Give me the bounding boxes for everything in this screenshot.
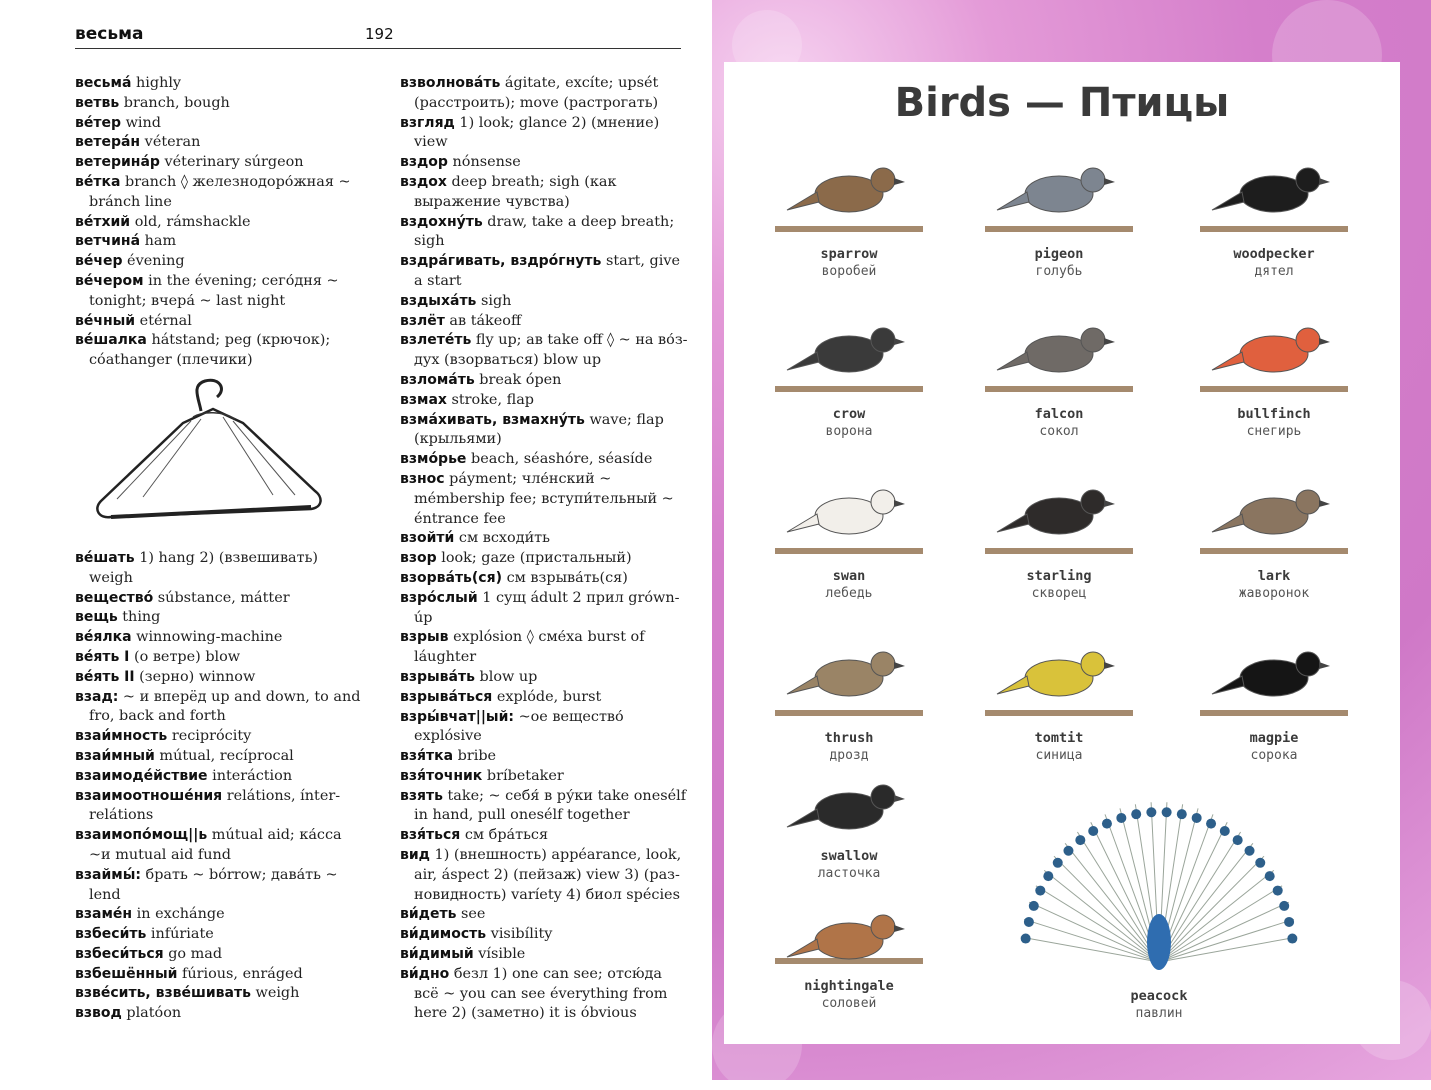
entry-translation: go mad bbox=[163, 945, 223, 962]
entry-headword: вид bbox=[400, 847, 430, 864]
dictionary-entry bbox=[400, 252, 690, 292]
entry-headword: взве́сить, взве́шивать bbox=[75, 985, 251, 1002]
bird-name-en: lark bbox=[1257, 568, 1291, 584]
dictionary-entry bbox=[75, 767, 365, 787]
nightingale-icon bbox=[769, 902, 929, 972]
dictionary-entry bbox=[75, 94, 365, 114]
entry-translation: see bbox=[456, 906, 486, 923]
peacock-icon bbox=[1009, 792, 1309, 982]
entry-translation: infúriate bbox=[146, 926, 214, 943]
entry-headword: ви́деть bbox=[400, 906, 457, 923]
entry-translation: páyment; чле́нский ~ mémbership fee; вступи́тельный ~ éntrance fee bbox=[414, 470, 674, 527]
left-page bbox=[0, 0, 712, 1080]
entry-headword: взволнова́ть bbox=[400, 75, 501, 91]
entry-translation: break ópen bbox=[474, 371, 562, 388]
pigeon-icon bbox=[979, 140, 1139, 240]
dictionary-entry bbox=[75, 648, 365, 668]
dictionary-entry bbox=[75, 668, 365, 688]
magpie-icon bbox=[1194, 624, 1354, 724]
entry-translation: old, rámshackle bbox=[130, 213, 251, 230]
bird-name-ru: воробей bbox=[821, 264, 877, 279]
dictionary-entry bbox=[400, 173, 690, 213]
dictionary-entry bbox=[75, 945, 365, 965]
dictionary-entry bbox=[400, 826, 690, 846]
entry-translation: ágitate, excíte; upsét (расстроить); move (растрогать) bbox=[414, 75, 659, 111]
bird-name-ru: скворец bbox=[1031, 586, 1087, 601]
entries-group-a bbox=[75, 74, 365, 371]
entry-headword: вздохну́ть bbox=[400, 213, 483, 230]
bird-name-ru: лебедь bbox=[825, 586, 873, 601]
bird-name-en: sparrow bbox=[820, 246, 878, 262]
dictionary-entry bbox=[400, 965, 690, 1024]
dictionary-entry bbox=[400, 153, 690, 173]
bird-name-ru: сокол bbox=[1039, 424, 1079, 439]
bird-card-nightingale bbox=[759, 902, 939, 1011]
entry-translation: highly bbox=[131, 75, 182, 91]
dictionary-entry bbox=[75, 787, 365, 827]
dictionary-entry bbox=[400, 74, 690, 114]
entry-headword: взаме́н bbox=[75, 906, 133, 923]
entry-headword: ве́чный bbox=[75, 312, 136, 329]
bird-name-en: falcon bbox=[1034, 406, 1084, 422]
dictionary-entry bbox=[400, 213, 690, 253]
tomtit-icon bbox=[979, 624, 1139, 724]
entry-translation: branch, bough bbox=[119, 94, 230, 111]
entry-headword: взнос bbox=[400, 470, 445, 487]
entry-translation: ав tákeoff bbox=[444, 312, 522, 329]
entry-translation: stroke, flap bbox=[446, 391, 534, 408]
entry-headword: ве́тхий bbox=[75, 213, 131, 230]
entry-translation: thing bbox=[117, 609, 161, 626]
entry-translation: súbstance, mátter bbox=[153, 589, 290, 606]
dictionary-entry bbox=[75, 213, 365, 233]
dictionary-entry bbox=[75, 727, 365, 747]
entry-headword: взойти́ bbox=[400, 530, 455, 547]
entry-headword: взмах bbox=[400, 391, 447, 408]
entry-translation: platóon bbox=[121, 1005, 182, 1022]
entry-translation: 1) look; glance 2) (мнение) view bbox=[414, 114, 660, 151]
swallow-icon bbox=[769, 772, 929, 842]
bird-name-en: woodpecker bbox=[1233, 246, 1315, 262]
entry-translation: branch ◊ железнодоро́жная ~ bránch line bbox=[89, 173, 351, 210]
dictionary-entry bbox=[400, 767, 690, 787]
dictionary-entry bbox=[75, 272, 365, 312]
entry-translation: relátions, ínter-relátions bbox=[89, 787, 341, 824]
entry-headword: взрыва́ться bbox=[400, 688, 493, 705]
entry-translation: 1) (внешность) appéarance, look, air, áspect 2) (пейзаж) view 3) (раз-новидность) varíety 4) биол spécies bbox=[414, 847, 682, 903]
bird-card-pigeon bbox=[969, 140, 1149, 279]
bird-name-ru: дятел bbox=[1254, 264, 1294, 279]
dictionary-entry bbox=[400, 589, 690, 629]
bird-card-bullfinch bbox=[1184, 300, 1364, 439]
dictionary-entry bbox=[400, 529, 690, 549]
running-head bbox=[75, 22, 681, 49]
bird-name-en: swan bbox=[832, 568, 866, 584]
bird-name-ru: павлин bbox=[1135, 1006, 1183, 1021]
entry-translation: in exchánge bbox=[132, 906, 225, 923]
dictionary-entry bbox=[75, 628, 365, 648]
entry-headword: ве́ять I bbox=[75, 648, 130, 665]
bird-name-en: thrush bbox=[824, 730, 874, 746]
entry-translation: bribe bbox=[453, 748, 497, 765]
entry-headword: вздор bbox=[400, 154, 448, 171]
dictionary-entry bbox=[75, 74, 365, 94]
dictionary-entry bbox=[400, 688, 690, 708]
dictionary-entry bbox=[75, 312, 365, 332]
entry-headword: взад: bbox=[75, 688, 119, 705]
entry-translation: hátstand; peg (крючок); cóathanger (плечики) bbox=[89, 332, 331, 369]
dictionary-entry bbox=[75, 925, 365, 945]
entry-headword: вещество́ bbox=[75, 589, 154, 606]
entry-translation: reciprócity bbox=[167, 728, 252, 745]
entry-translation: fly up; ав take off ◊ ~ на во́з-дух (взорваться) blow up bbox=[414, 332, 688, 369]
lark-icon bbox=[1194, 462, 1354, 562]
entry-headword: вздра́гивать, вздро́гнуть bbox=[400, 253, 602, 270]
entry-headword: вздыха́ть bbox=[400, 292, 477, 309]
dictionary-entry bbox=[75, 826, 365, 866]
dictionary-column-1 bbox=[75, 74, 365, 1024]
entry-translation: ham bbox=[140, 233, 177, 250]
bird-card-starling bbox=[969, 462, 1149, 601]
dictionary-entry bbox=[400, 747, 690, 767]
entry-headword: ветчина́ bbox=[75, 233, 141, 250]
dictionary-entry bbox=[400, 114, 690, 154]
entry-translation: wind bbox=[121, 114, 161, 131]
entry-headword: вещь bbox=[75, 609, 118, 626]
entry-translation: start, give a start bbox=[414, 253, 680, 289]
dictionary-column-2 bbox=[400, 74, 690, 1024]
entry-headword: ве́тка bbox=[75, 173, 121, 190]
entry-headword: взаймы́: bbox=[75, 866, 141, 883]
dictionary-entry bbox=[400, 470, 690, 529]
entry-headword: взя́тка bbox=[400, 748, 454, 765]
entry-headword: взаимоде́йствие bbox=[75, 767, 208, 784]
entry-translation: véterinary súrgeon bbox=[159, 154, 304, 171]
entry-headword: ве́чером bbox=[75, 272, 144, 289]
entry-translation: draw, take a deep breath; sigh bbox=[414, 213, 675, 250]
entry-translation: vísible bbox=[473, 946, 526, 963]
entry-headword: взбеси́ться bbox=[75, 945, 164, 962]
sparrow-icon bbox=[769, 140, 929, 240]
entry-translation: (зерно) winnow bbox=[134, 668, 256, 685]
entry-headword: ви́димый bbox=[400, 946, 474, 963]
entry-headword: взбешённый bbox=[75, 965, 178, 982]
dictionary-entry bbox=[75, 173, 365, 213]
entry-translation: см взрыва́ть(ся) bbox=[502, 569, 628, 586]
bird-card-swallow bbox=[759, 772, 939, 881]
dictionary-entry bbox=[75, 133, 365, 153]
dictionary-entry bbox=[400, 292, 690, 312]
dictionary-entry bbox=[400, 312, 690, 332]
bird-name-ru: голубь bbox=[1035, 264, 1083, 279]
entry-headword: взя́точник bbox=[400, 767, 483, 784]
entry-translation: etérnal bbox=[135, 312, 192, 329]
bird-card-magpie bbox=[1184, 624, 1364, 763]
bird-name-ru: жаворонок bbox=[1238, 586, 1310, 601]
bird-card-peacock bbox=[1009, 792, 1309, 1021]
entry-translation: explóde, burst bbox=[492, 688, 602, 705]
entry-headword: ве́тер bbox=[75, 114, 121, 131]
birds-panel bbox=[724, 62, 1400, 1044]
entry-headword: ветвь bbox=[75, 94, 120, 111]
entry-headword: взор bbox=[400, 550, 437, 567]
bird-name-en: pigeon bbox=[1034, 246, 1084, 262]
bird-name-en: nightingale bbox=[804, 978, 894, 994]
bird-name-ru: дрозд bbox=[829, 748, 869, 763]
falcon-icon bbox=[979, 300, 1139, 400]
starling-icon bbox=[979, 462, 1139, 562]
dictionary-entry bbox=[400, 549, 690, 569]
entry-headword: ви́димость bbox=[400, 926, 487, 943]
dictionary-entry bbox=[75, 866, 365, 906]
entry-headword: взаи́мный bbox=[75, 747, 155, 764]
running-head-word: весьма bbox=[75, 24, 144, 44]
entry-headword: ве́шать bbox=[75, 549, 135, 566]
bird-card-swan bbox=[759, 462, 939, 601]
entry-translation: 1) hang 2) (взвешивать) weigh bbox=[89, 549, 319, 586]
entry-translation: см бра́ться bbox=[460, 827, 549, 844]
dictionary-entry bbox=[75, 153, 365, 173]
dictionary-entry bbox=[400, 371, 690, 391]
crow-icon bbox=[769, 300, 929, 400]
bird-card-thrush bbox=[759, 624, 939, 763]
bird-name-en: crow bbox=[832, 406, 866, 422]
bird-card-falcon bbox=[969, 300, 1149, 439]
entry-translation: look; gaze (пристальный) bbox=[436, 550, 632, 567]
entry-translation: évening bbox=[122, 253, 185, 270]
entry-translation: fúrious, enráged bbox=[177, 965, 303, 982]
coathanger-illustration bbox=[83, 371, 365, 549]
dictionary-entry bbox=[400, 411, 690, 451]
entry-headword: взма́хивать, взмахну́ть bbox=[400, 411, 585, 428]
dictionary-entry bbox=[400, 708, 690, 748]
entries-group-b bbox=[75, 549, 365, 1024]
entry-headword: взвод bbox=[75, 1005, 122, 1022]
entry-translation: mútual aid; ка́сса ~и mutual aid fund bbox=[89, 827, 342, 863]
entry-headword: взять bbox=[400, 787, 443, 804]
dictionary-entry bbox=[400, 331, 690, 371]
bird-name-ru: ворона bbox=[825, 424, 873, 439]
dictionary-entry bbox=[75, 252, 365, 272]
dictionary-entry bbox=[400, 787, 690, 827]
entry-headword: ветера́н bbox=[75, 134, 141, 151]
entry-headword: ветерина́р bbox=[75, 154, 160, 171]
entry-translation: blow up bbox=[474, 668, 538, 685]
entry-headword: взорва́ть(ся) bbox=[400, 569, 502, 586]
dictionary-entry bbox=[400, 391, 690, 411]
dictionary-entry bbox=[75, 589, 365, 609]
entry-translation: см всходи́ть bbox=[454, 530, 550, 547]
dictionary-entry bbox=[75, 608, 365, 628]
entry-headword: взрыва́ть bbox=[400, 668, 475, 685]
page-number: 192 bbox=[365, 25, 394, 43]
dictionary-entry bbox=[400, 846, 690, 905]
entry-translation: take; ~ себя́ в ру́ки take onesélf in hand, pull onesélf together bbox=[414, 787, 687, 824]
entry-headword: взгляд bbox=[400, 114, 455, 131]
bird-name-ru: сорока bbox=[1250, 748, 1298, 763]
entry-headword: взрыв bbox=[400, 629, 449, 646]
entry-translation: in the évening; сего́дня ~ tonight; вчера́ ~ last night bbox=[89, 272, 339, 309]
dictionary-entry bbox=[400, 569, 690, 589]
bird-card-sparrow bbox=[759, 140, 939, 279]
dictionary-entry bbox=[75, 1004, 365, 1024]
bird-name-en: magpie bbox=[1249, 730, 1299, 746]
entry-translation: visibílity bbox=[486, 926, 553, 943]
bird-name-en: swallow bbox=[820, 848, 878, 864]
entry-translation: ~ое вещество́ explósive bbox=[414, 708, 624, 745]
swan-icon bbox=[769, 462, 929, 562]
birds-title: Birds — Птицы bbox=[894, 80, 1230, 126]
entry-headword: ви́дно bbox=[400, 965, 450, 982]
dictionary-entry bbox=[75, 331, 365, 371]
entry-headword: взры́вчат||ый: bbox=[400, 708, 515, 725]
entry-headword: ве́ялка bbox=[75, 629, 132, 646]
entry-translation: bríbetaker bbox=[482, 767, 564, 784]
entry-headword: ве́чер bbox=[75, 253, 123, 270]
bullfinch-icon bbox=[1194, 300, 1354, 400]
bird-card-lark bbox=[1184, 462, 1364, 601]
entry-headword: взя́ться bbox=[400, 827, 461, 844]
bird-name-en: bullfinch bbox=[1237, 406, 1311, 422]
entry-translation: interáction bbox=[207, 767, 293, 784]
thrush-icon bbox=[769, 624, 929, 724]
bird-name-en: starling bbox=[1026, 568, 1092, 584]
entry-headword: взлёт bbox=[400, 312, 445, 329]
entry-headword: ве́шалка bbox=[75, 332, 147, 349]
dictionary-entry bbox=[400, 945, 690, 965]
dictionary-entry bbox=[75, 905, 365, 925]
bird-name-en: peacock bbox=[1130, 988, 1188, 1004]
entry-translation: deep breath; sigh (как выражение чувства) bbox=[414, 173, 617, 210]
entry-headword: вздох bbox=[400, 173, 447, 190]
entry-translation: winnowing-machine bbox=[131, 629, 283, 646]
dictionary-entry bbox=[400, 905, 690, 925]
entry-translation: брать ~ bórrow; дава́ть ~ lend bbox=[89, 866, 338, 903]
entry-translation: explósion ◊ сме́ха burst of láughter bbox=[414, 629, 645, 666]
entry-headword: взаимоотноше́ния bbox=[75, 787, 223, 804]
bird-name-ru: снегирь bbox=[1246, 424, 1302, 439]
entry-headword: взро́слый bbox=[400, 589, 478, 606]
entry-translation: nónsense bbox=[447, 154, 521, 171]
bird-name-en: tomtit bbox=[1034, 730, 1084, 746]
dictionary-entry bbox=[400, 628, 690, 668]
bird-name-ru: соловей bbox=[821, 996, 877, 1011]
entry-headword: взаимопо́мощ||ь bbox=[75, 827, 208, 844]
entry-translation: wave; flap (крыльями) bbox=[414, 411, 664, 448]
dictionary-entry bbox=[75, 984, 365, 1004]
dictionary-entry bbox=[75, 114, 365, 134]
entry-translation: mútual, recíprocal bbox=[154, 747, 294, 764]
bird-name-ru: синица bbox=[1035, 748, 1083, 763]
entry-translation: weigh bbox=[250, 985, 300, 1002]
bird-name-ru: ласточка bbox=[817, 866, 881, 881]
entry-translation: véteran bbox=[140, 134, 201, 151]
coathanger-icon bbox=[83, 371, 323, 541]
entry-headword: взмо́рье bbox=[400, 451, 467, 468]
bird-card-tomtit bbox=[969, 624, 1149, 763]
bird-card-crow bbox=[759, 300, 939, 439]
entry-headword: весьма́ bbox=[75, 75, 132, 91]
entry-translation: ~ и вперёд up and down, to and fro, back and forth bbox=[89, 688, 361, 725]
dictionary-entry bbox=[75, 747, 365, 767]
dictionary-entry bbox=[400, 450, 690, 470]
entry-translation: sigh bbox=[476, 292, 512, 309]
entry-translation: (о ветре) blow bbox=[129, 648, 241, 665]
woodpecker-icon bbox=[1194, 140, 1354, 240]
entry-headword: взлете́ть bbox=[400, 332, 472, 349]
dictionary-entry bbox=[75, 549, 365, 589]
dictionary-entry bbox=[400, 925, 690, 945]
entry-headword: взбеси́ть bbox=[75, 926, 147, 943]
bird-card-woodpecker bbox=[1184, 140, 1364, 279]
dictionary-entry bbox=[75, 688, 365, 728]
entry-translation: безл 1) one can see; отсю́да всё ~ you can see éverything from here 2) (заметно) it is óbvious bbox=[414, 965, 668, 1022]
dictionary-entry bbox=[75, 232, 365, 252]
entry-headword: взаи́мность bbox=[75, 728, 168, 745]
dictionary-entry bbox=[75, 965, 365, 985]
entry-translation: beach, séashóre, séasíde bbox=[466, 451, 653, 468]
entry-headword: ве́ять II bbox=[75, 668, 135, 685]
entry-headword: взлома́ть bbox=[400, 371, 475, 388]
dictionary-entry bbox=[400, 668, 690, 688]
entry-translation: 1 сущ ádult 2 прил grówn-úp bbox=[414, 589, 680, 626]
